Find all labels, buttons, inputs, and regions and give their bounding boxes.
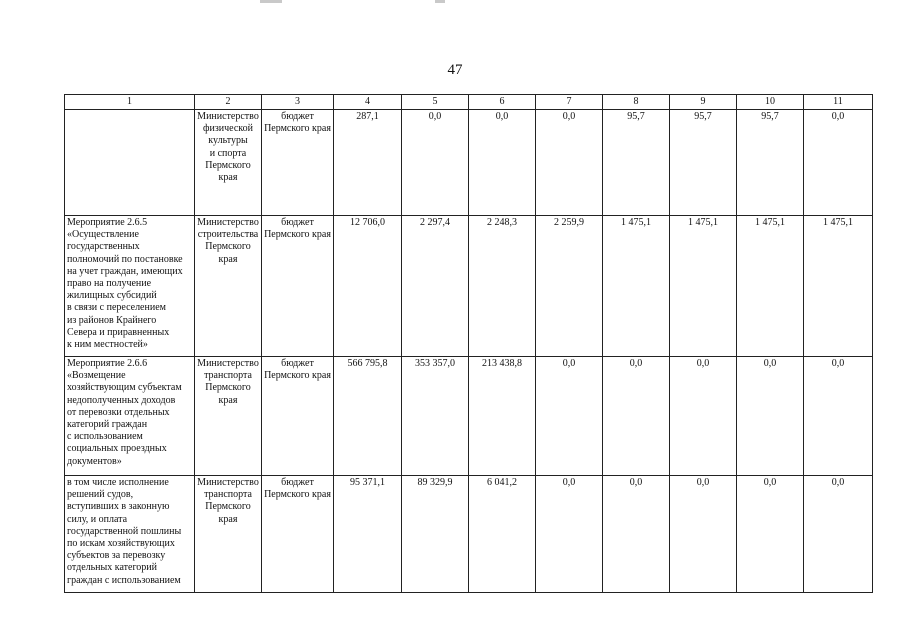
value-cell: 95,7: [737, 110, 804, 216]
scan-artifact: [435, 0, 445, 3]
value-cell: 0,0: [804, 357, 873, 476]
value-cell: 0,0: [737, 357, 804, 476]
executor-cell: Министерство транспорта Пермского края: [195, 357, 262, 476]
measure-name-cell: Мероприятие 2.6.6 «Возмещение хозяйствующим субъектам недополученных доходов от перевозки отдельных категорий граждан с использованием социальных проездных документов»: [65, 357, 195, 476]
value-cell: 2 259,9: [536, 216, 603, 357]
value-cell: 0,0: [469, 110, 536, 216]
value-cell: 566 795,8: [334, 357, 402, 476]
source-cell: бюджет Пермского края: [262, 216, 334, 357]
value-cell: 353 357,0: [402, 357, 469, 476]
value-cell: 95 371,1: [334, 476, 402, 593]
table-row: [65, 216, 873, 357]
value-cell: 1 475,1: [804, 216, 873, 357]
header-cell: 8: [603, 95, 670, 110]
value-cell: 95,7: [603, 110, 670, 216]
header-cell: 6: [469, 95, 536, 110]
value-cell: 95,7: [670, 110, 737, 216]
executor-cell: Министерство транспорта Пермского края: [195, 476, 262, 593]
value-cell: 1 475,1: [737, 216, 804, 357]
header-cell: 10: [737, 95, 804, 110]
header-row: [65, 95, 873, 110]
executor-cell: Министерство строительства Пермского края: [195, 216, 262, 357]
value-cell: 0,0: [737, 476, 804, 593]
measure-name-cell: в том числе исполнение решений судов, вступивших в законную силу, и оплата государственной пошлины по искам хозяйствующих субъектов за перевозку отдельных категорий граждан с использованием: [65, 476, 195, 593]
value-cell: 0,0: [804, 476, 873, 593]
source-cell: бюджет Пермского края: [262, 110, 334, 216]
header-cell: 11: [804, 95, 873, 110]
value-cell: 287,1: [334, 110, 402, 216]
source-cell: бюджет Пермского края: [262, 357, 334, 476]
header-cell: 4: [334, 95, 402, 110]
value-cell: 2 248,3: [469, 216, 536, 357]
header-cell: 2: [195, 95, 262, 110]
value-cell: 1 475,1: [603, 216, 670, 357]
value-cell: 2 297,4: [402, 216, 469, 357]
table-row: [65, 476, 873, 593]
value-cell: 1 475,1: [670, 216, 737, 357]
value-cell: 213 438,8: [469, 357, 536, 476]
executor-cell: Министерство физической культуры и спорта Пермского края: [195, 110, 262, 216]
value-cell: 0,0: [536, 110, 603, 216]
value-cell: 0,0: [670, 476, 737, 593]
source-cell: бюджет Пермского края: [262, 476, 334, 593]
value-cell: 0,0: [603, 476, 670, 593]
page-number: 47: [447, 62, 463, 78]
program-financing-table: [64, 94, 873, 593]
header-cell: 7: [536, 95, 603, 110]
header-cell: 9: [670, 95, 737, 110]
value-cell: 0,0: [603, 357, 670, 476]
value-cell: 6 041,2: [469, 476, 536, 593]
header-cell: 3: [262, 95, 334, 110]
table-row: [65, 110, 873, 216]
value-cell: 12 706,0: [334, 216, 402, 357]
value-cell: 89 329,9: [402, 476, 469, 593]
header-cell: 5: [402, 95, 469, 110]
value-cell: 0,0: [670, 357, 737, 476]
value-cell: 0,0: [804, 110, 873, 216]
value-cell: 0,0: [402, 110, 469, 216]
header-cell: 1: [65, 95, 195, 110]
value-cell: 0,0: [536, 476, 603, 593]
measure-name-cell: Мероприятие 2.6.5 «Осуществление государственных полномочий по постановке на учет граждан, имеющих право на получение жилищных субсидий в связи с переселением из районов Крайнего Севера и приравненных к ним местностей»: [65, 216, 195, 357]
table-row: [65, 357, 873, 476]
measure-name-cell: [65, 110, 195, 216]
scan-artifact: [260, 0, 282, 3]
value-cell: 0,0: [536, 357, 603, 476]
